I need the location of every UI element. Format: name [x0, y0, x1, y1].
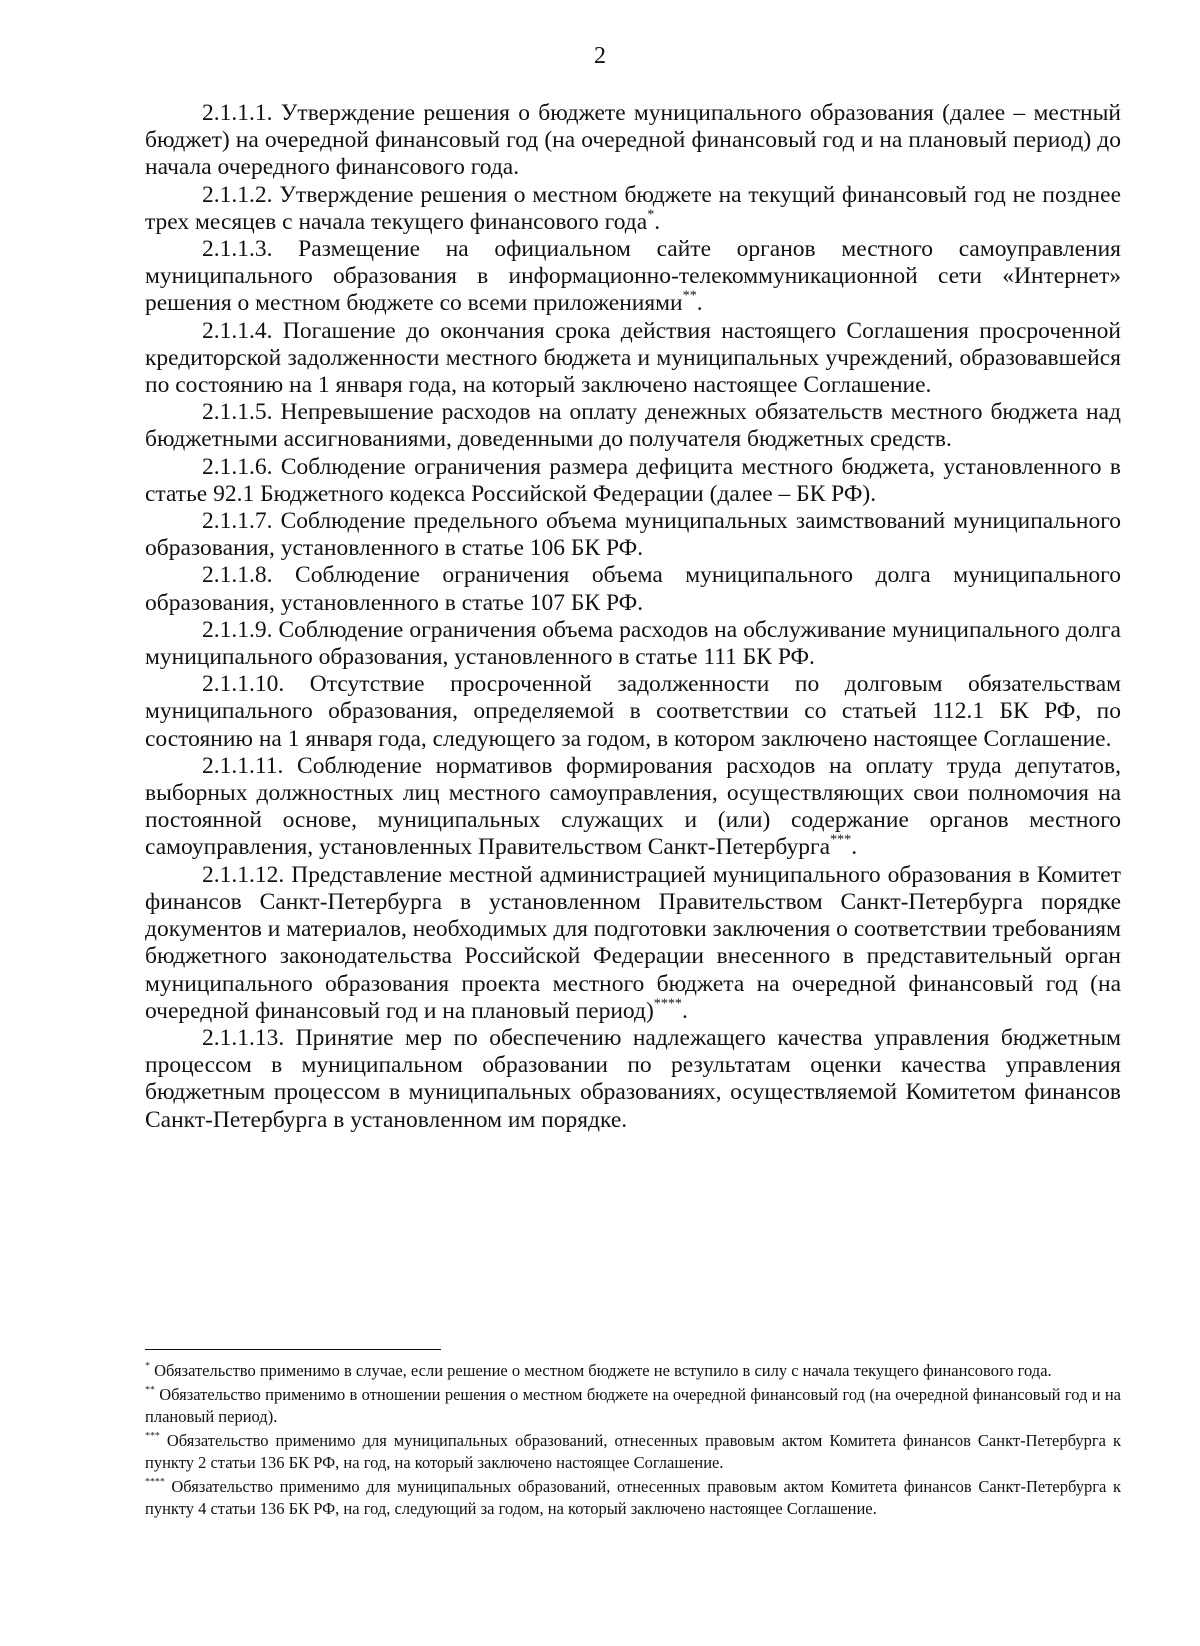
footnote-mark: *	[145, 1360, 150, 1372]
footnote-ref: *	[647, 206, 655, 223]
clause-2-1-1-5: 2.1.1.5. Непревышение расходов на оплату денежных обязательств местного бюджета над бюджетными ассигнованиями, доведенными до получателя бюджетных средств.	[145, 399, 1121, 453]
clause-2-1-1-6: 2.1.1.6. Соблюдение ограничения размера дефицита местного бюджета, установленного в статье 92.1 Бюджетного кодекса Российской Федерации (далее – БК РФ).	[145, 453, 1121, 507]
footnote-mark: **	[145, 1384, 155, 1396]
page-number: 2	[594, 43, 606, 69]
footnote: ** Обязательство применимо в отношении решения о местном бюджете на очередной финансовый год (на очередной финансовый год и на плановый период).	[145, 1384, 1121, 1426]
clause-2-1-1-9: 2.1.1.9. Соблюдение ограничения объема расходов на обслуживание муниципального долга муниципального образования, установленного в статье 111 БК РФ.	[145, 616, 1121, 671]
clause-2-1-1-10: 2.1.1.10. Отсутствие просроченной задолженности по долговым обязательствам муниципального образования, определяемой в соответствии со статьей 112.1 БК РФ, по состоянию на 1 января года, следующего за годом, в котором заключено настоящее Соглашение.	[145, 671, 1121, 752]
clause-2-1-1-2: 2.1.1.2. Утверждение решения о местном бюджете на текущий финансовый год не позднее трех месяцев с начала текущего финансового года*.	[145, 181, 1121, 235]
footnote: **** Обязательство применимо для муниципальных образований, отнесенных правовым актом Комитета финансов Санкт-Петербурга к пункту 4 статьи 136 БК РФ, на год, следующий за годом, на который заключено настоящее Соглашение.	[145, 1476, 1121, 1518]
clause-2-1-1-7: 2.1.1.7. Соблюдение предельного объема муниципальных заимствований муниципального образования, установленного в статье 106 БК РФ.	[145, 508, 1121, 562]
clause-2-1-1-13: 2.1.1.13. Принятие мер по обеспечению надлежащего качества управления бюджетным процессом в муниципальном образовании по результатам оценки качества управления бюджетным процессом в муниципальных образованиях, осуществляемой Комитетом финансов Санкт-Петербурга в установленном им порядке.	[145, 1024, 1121, 1133]
clause-2-1-1-4: 2.1.1.4. Погашение до окончания срока действия настоящего Соглашения просроченной кредиторской задолженности местного бюджета и муниципальных учреждений, образовавшейся по состоянию на 1 января года, на который заключено настоящее Соглашение.	[145, 317, 1121, 399]
document-body	[145, 100, 1121, 1134]
clause-2-1-1-3: 2.1.1.3. Размещение на официальном сайте органов местного самоуправления муниципального образования в информационно-телекоммуникационной сети «Интернет» решения о местном бюджете со всеми приложениями**.	[145, 236, 1121, 317]
footnote-mark: ****	[145, 1476, 165, 1488]
footnote-ref: ***	[830, 831, 852, 848]
clause-2-1-1-1: 2.1.1.1. Утверждение решения о бюджете муниципального образования (далее – местный бюджет) на очередной финансовый год (на очередной финансовый год и на плановый период) до начала очередного финансового года.	[145, 100, 1121, 181]
clause-2-1-1-12: 2.1.1.12. Представление местной администрацией муниципального образования в Комитет финансов Санкт-Петербурга в установленном Правительством Санкт-Петербурга порядке документов и материалов, необходимых для подготовки заключения о соответствии требованиям бюджетного законодательства Российской Федерации внесенного в представительный орган муниципального образования проекта местного бюджета на очередной финансовый год (на очередной финансовый год и на плановый период)****.	[145, 861, 1121, 1024]
footnote: * Обязательство применимо в случае, если решение о местном бюджете не вступило в силу с начала текущего финансового года.	[145, 1360, 1052, 1380]
footnote-separator	[145, 1349, 441, 1350]
footnotes	[145, 1360, 1121, 1522]
footnote-ref: **	[682, 287, 697, 304]
clause-2-1-1-8: 2.1.1.8. Соблюдение ограничения объема муниципального долга муниципального образования, установленного в статье 107 БК РФ.	[145, 562, 1121, 616]
clause-2-1-1-11: 2.1.1.11. Соблюдение нормативов формирования расходов на оплату труда депутатов, выборных должностных лиц местного самоуправления, осуществляющих свои полномочия на постоянной основе, муниципальных служащих и (или) содержание органов местного самоуправления, установленных Правительством Санкт-Петербурга***.	[145, 752, 1121, 861]
footnote: *** Обязательство применимо для муниципальных образований, отнесенных правовым актом Комитета финансов Санкт-Петербурга к пункту 2 статьи 136 БК РФ, на год, на который заключено настоящее Соглашение.	[145, 1430, 1121, 1472]
footnote-mark: ***	[145, 1430, 160, 1442]
footnote-ref: ****	[653, 995, 682, 1012]
